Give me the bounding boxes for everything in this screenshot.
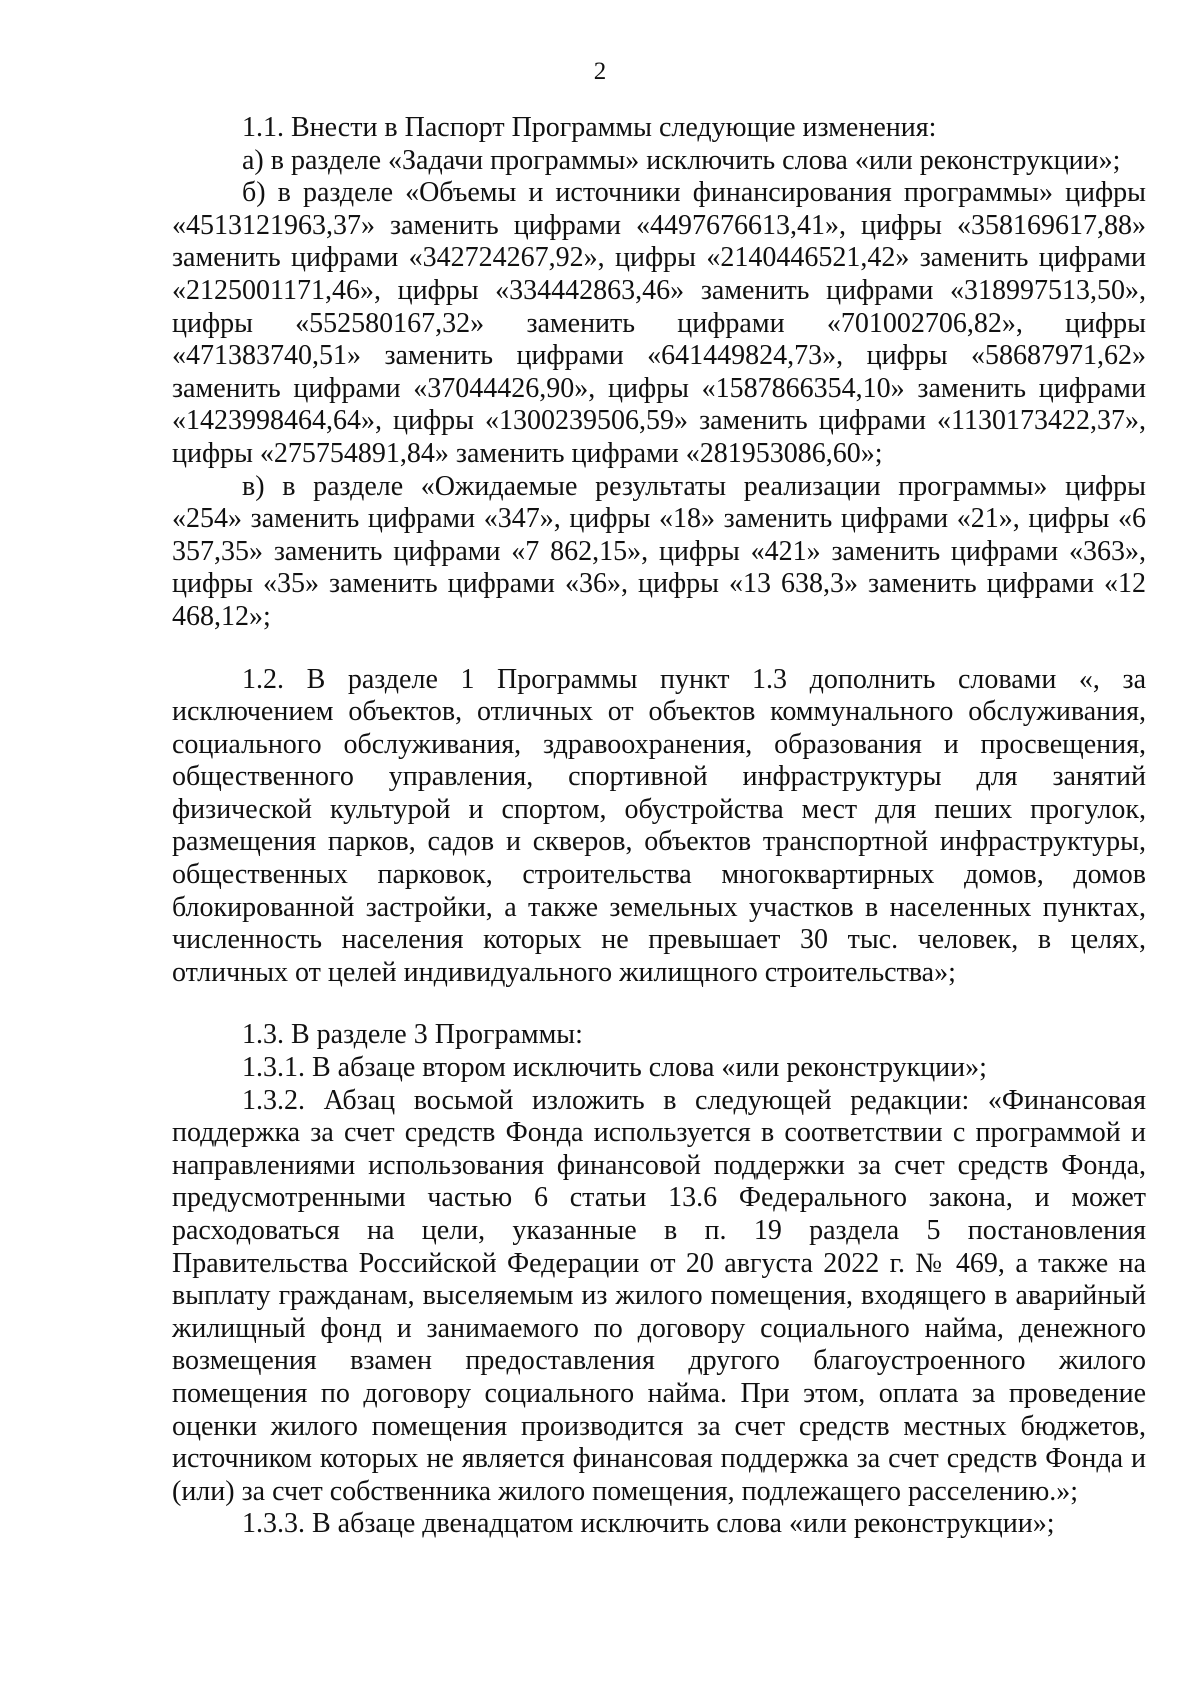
paragraph-1-3-2: 1.3.2. Абзац восьмой изложить в следующей редакции: «Финансовая поддержка за счет средств Фонда используется в соответствии с программой и направлениями использования финансовой поддержки за счет средств Фонда, предусмотренными частью 6 статьи 13.6 Федерального закона, и может расходоваться на цели, указанные в п. 19 раздела 5 постановления Правительства Российской Федерации от 20 августа 2022 г. № 469, а также на выплату гражданам, выселяемым из жилого помещения, входящего в аварийный жилищный фонд и занимаемого по договору социального найма, денежного возмещения взамен предоставления другого благоустроенного жилого помещения по договору социального найма. При этом, оплата за проведение оценки жилого помещения производится за счет средств местных бюджетов, источником которых не является финансовая поддержка за счет средств Фонда и (или) за счет собственника жилого помещения, подлежащего расселению.»; bbox=[172, 1084, 1146, 1507]
page-number: 2 bbox=[593, 58, 607, 85]
paragraph-1-3-3: 1.3.3. В абзаце двенадцатом исключить слова «или реконструкции»; bbox=[242, 1508, 1055, 1540]
paragraph-1-1-b: б) в разделе «Объемы и источники финансирования программы» цифры «4513121963,37» заменить цифрами «4497676613,41», цифры «358169617,88» заменить цифрами «342724267,92», цифры «2140446521,42» заменить цифрами «2125001171,46», цифры «334442863,46» заменить цифрами «318997513,50», цифры «552580167,32» заменить цифрами «701002706,82», цифры «471383740,51» заменить цифрами «641449824,73», цифры «58687971,62» заменить цифрами «37044426,90», цифры «1587866354,10» заменить цифрами «1423998464,64», цифры «1300239506,59» заменить цифрами «1130173422,37», цифры «275754891,84» заменить цифрами «281953086,60»; bbox=[172, 177, 1146, 469]
paragraph-1-3: 1.3. В разделе 3 Программы: bbox=[242, 1019, 583, 1051]
paragraph-1-2: 1.2. В разделе 1 Программы пункт 1.3 дополнить словами «, за исключением объектов, отличных от объектов коммунального обслуживания, социального обслуживания, здравоохранения, образования и просвещения, общественного управления, спортивной инфраструктуры для занятий физической культурой и спортом, обустройства мест для пеших прогулок, размещения парков, садов и скверов, объектов транспортной инфраструктуры, общественных парковок, строительства многоквартирных домов, домов блокированной застройки, а также земельных участков в населенных пунктах, численность населения которых не превышает 30 тыс. человек, в целях, отличных от целей индивидуального жилищного строительства»; bbox=[172, 663, 1146, 988]
paragraph-1-1: 1.1. Внести в Паспорт Программы следующие изменения: bbox=[242, 112, 937, 143]
paragraph-1-1-v: в) в разделе «Ожидаемые результаты реализации программы» цифры «254» заменить цифрами «347», цифры «18» заменить цифрами «21», цифры «6 357,35» заменить цифрами «7 862,15», цифры «421» заменить цифрами «363», цифры «35» заменить цифрами «36», цифры «13 638,3» заменить цифрами «12 468,12»; bbox=[172, 470, 1146, 632]
paragraph-gap bbox=[172, 634, 1146, 664]
paragraph-1-3-1: 1.3.1. В абзаце втором исключить слова «или реконструкции»; bbox=[242, 1052, 987, 1084]
paragraph-gap bbox=[172, 989, 1146, 1019]
paragraph-1-1-a: а) в разделе «Задачи программы» исключить слова «или реконструкции»; bbox=[242, 144, 1121, 176]
document-body bbox=[172, 112, 1146, 1541]
